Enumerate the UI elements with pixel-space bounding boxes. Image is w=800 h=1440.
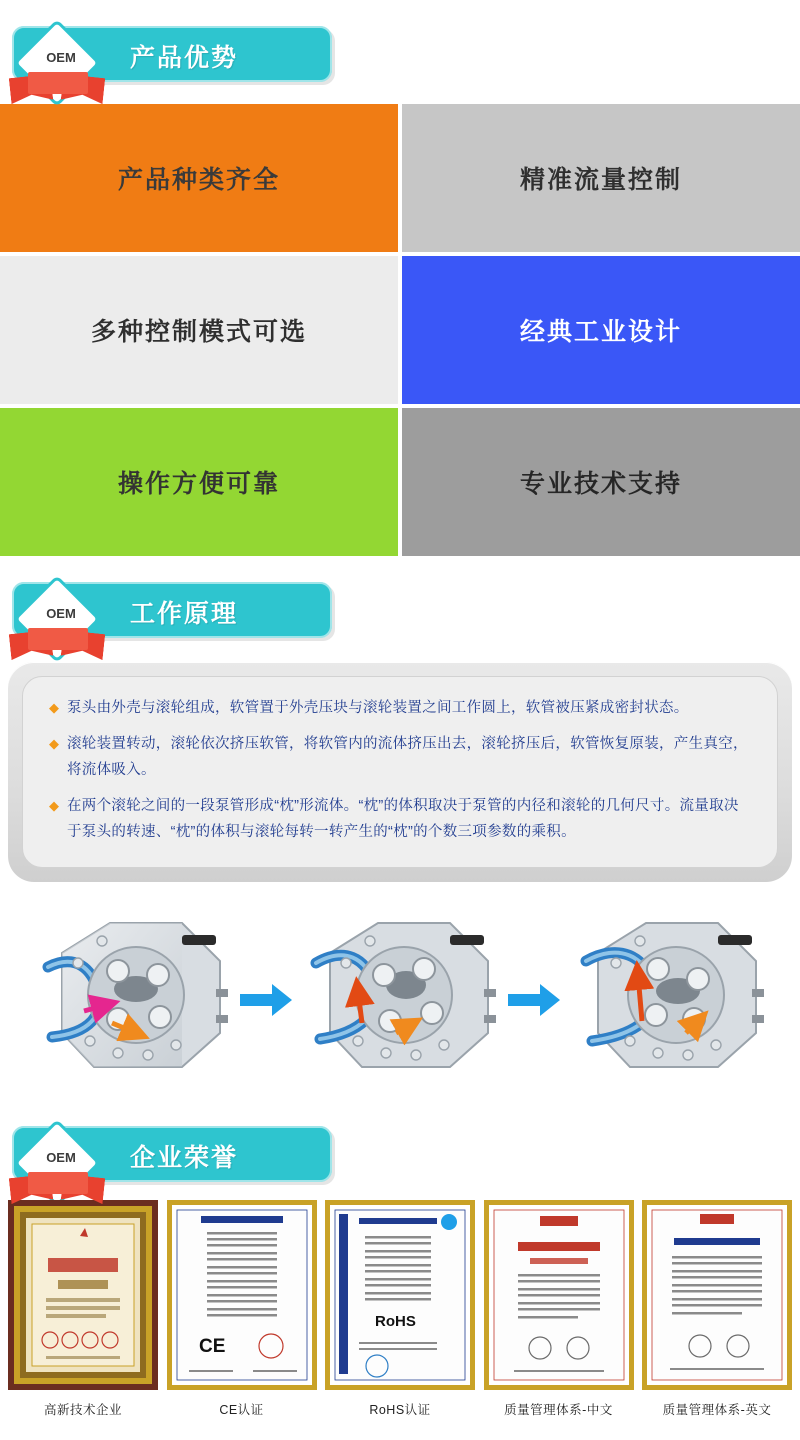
certificate-thumb-2[interactable] bbox=[167, 1200, 317, 1390]
advantage-label: 专业技术支持 bbox=[519, 470, 682, 498]
diamond-bullet-icon: ◆ bbox=[49, 736, 59, 751]
certificate-thumb-5[interactable] bbox=[642, 1200, 792, 1390]
section-banner-principle bbox=[0, 574, 800, 646]
advantage-label: 精准流量控制 bbox=[519, 166, 682, 194]
section-banner-advantage bbox=[0, 18, 800, 90]
arrow-right-icon bbox=[238, 980, 294, 1020]
advantage-cell-6 bbox=[402, 408, 800, 556]
principle-bullet-2 bbox=[49, 731, 751, 783]
honor-caption: 高新技术企业 bbox=[43, 1403, 122, 1417]
honor-caption: 质量管理体系-英文 bbox=[662, 1403, 772, 1417]
section-title-advantage: 产品优势 bbox=[130, 44, 239, 72]
advantage-label: 多种控制模式可选 bbox=[90, 318, 307, 346]
advantage-cell-1 bbox=[0, 104, 398, 252]
honor-caption: 质量管理体系-中文 bbox=[504, 1403, 613, 1417]
principle-text: 滚轮装置转动，滚轮依次挤压软管，将软管内的流体挤压出去，滚轮挤压后，软管恢复原装，产生真空，将流体吸入。 bbox=[67, 736, 748, 778]
certificate-thumb-3[interactable] bbox=[325, 1200, 475, 1390]
principle-text: 泵头由外壳与滚轮组成，软管置于外壳压块与滚轮装置之间工作圆上，软管被压紧成密封状态。 bbox=[67, 700, 689, 716]
oem-ribbon-badge bbox=[12, 1132, 106, 1190]
oem-label: OEM bbox=[46, 1150, 76, 1165]
svg-text:CE: CE bbox=[198, 1336, 225, 1357]
honor-item-5 bbox=[642, 1200, 792, 1418]
arrow-right-icon bbox=[506, 980, 562, 1020]
ribbon-middle bbox=[28, 628, 88, 650]
pump-stage-2 bbox=[300, 905, 500, 1095]
rohs-certificate-image bbox=[325, 1200, 475, 1390]
honor-item-4 bbox=[484, 1200, 634, 1418]
diamond-bullet-icon: ◆ bbox=[49, 798, 59, 813]
oem-label: OEM bbox=[46, 606, 76, 621]
pump-principle-diagram bbox=[0, 900, 800, 1100]
ribbon-middle bbox=[28, 1172, 88, 1194]
advantage-cell-2 bbox=[402, 104, 800, 252]
oem-ribbon-badge bbox=[12, 32, 106, 90]
advantage-label: 操作方便可靠 bbox=[117, 470, 280, 498]
diamond-bullet-icon: ◆ bbox=[49, 700, 59, 715]
principle-outer-panel bbox=[8, 662, 792, 882]
plaque-image bbox=[8, 1200, 158, 1390]
honor-caption: RoHS认证 bbox=[369, 1403, 431, 1417]
certificate-thumb-1[interactable] bbox=[8, 1200, 158, 1390]
iso-cn-certificate-image bbox=[484, 1200, 634, 1390]
principle-bullet-1 bbox=[49, 695, 751, 721]
principle-bullet-3 bbox=[49, 793, 751, 845]
certificate-thumb-4[interactable] bbox=[484, 1200, 634, 1390]
section-banner-honor bbox=[0, 1118, 800, 1190]
honor-item-1 bbox=[8, 1200, 158, 1418]
principle-section bbox=[0, 662, 800, 882]
advantage-cell-4 bbox=[402, 256, 800, 404]
oem-label: OEM bbox=[46, 50, 76, 65]
advantage-label: 产品种类齐全 bbox=[117, 166, 280, 194]
principle-text: 在两个滚轮之间的一段泵管形成“枕”形流体。“枕”的体积取决于泵管的内径和滚轮的几何尺寸。流量取决于泵头的转速、“枕”的体积与滚轮每转一转产生的“枕”的个数三项参数的乘积。 bbox=[67, 798, 739, 840]
advantage-grid bbox=[0, 104, 800, 556]
honor-certificates-row bbox=[0, 1190, 800, 1418]
advantage-cell-5 bbox=[0, 408, 398, 556]
product-page bbox=[0, 18, 800, 1418]
honor-item-2 bbox=[167, 1200, 317, 1418]
principle-inner-panel bbox=[22, 676, 778, 868]
section-title-honor: 企业荣誉 bbox=[130, 1144, 239, 1172]
honor-caption: CE认证 bbox=[219, 1403, 264, 1417]
section-title-principle: 工作原理 bbox=[130, 600, 239, 628]
honor-item-3 bbox=[325, 1200, 475, 1418]
ribbon-middle bbox=[28, 72, 88, 94]
pump-stage-3 bbox=[568, 905, 768, 1095]
pump-stage-1 bbox=[32, 905, 232, 1095]
svg-text:RoHS: RoHS bbox=[375, 1313, 416, 1330]
iso-en-certificate-image bbox=[642, 1200, 792, 1390]
ce-certificate-image bbox=[167, 1200, 317, 1390]
advantage-cell-3 bbox=[0, 256, 398, 404]
advantage-label: 经典工业设计 bbox=[519, 318, 682, 346]
oem-ribbon-badge bbox=[12, 588, 106, 646]
